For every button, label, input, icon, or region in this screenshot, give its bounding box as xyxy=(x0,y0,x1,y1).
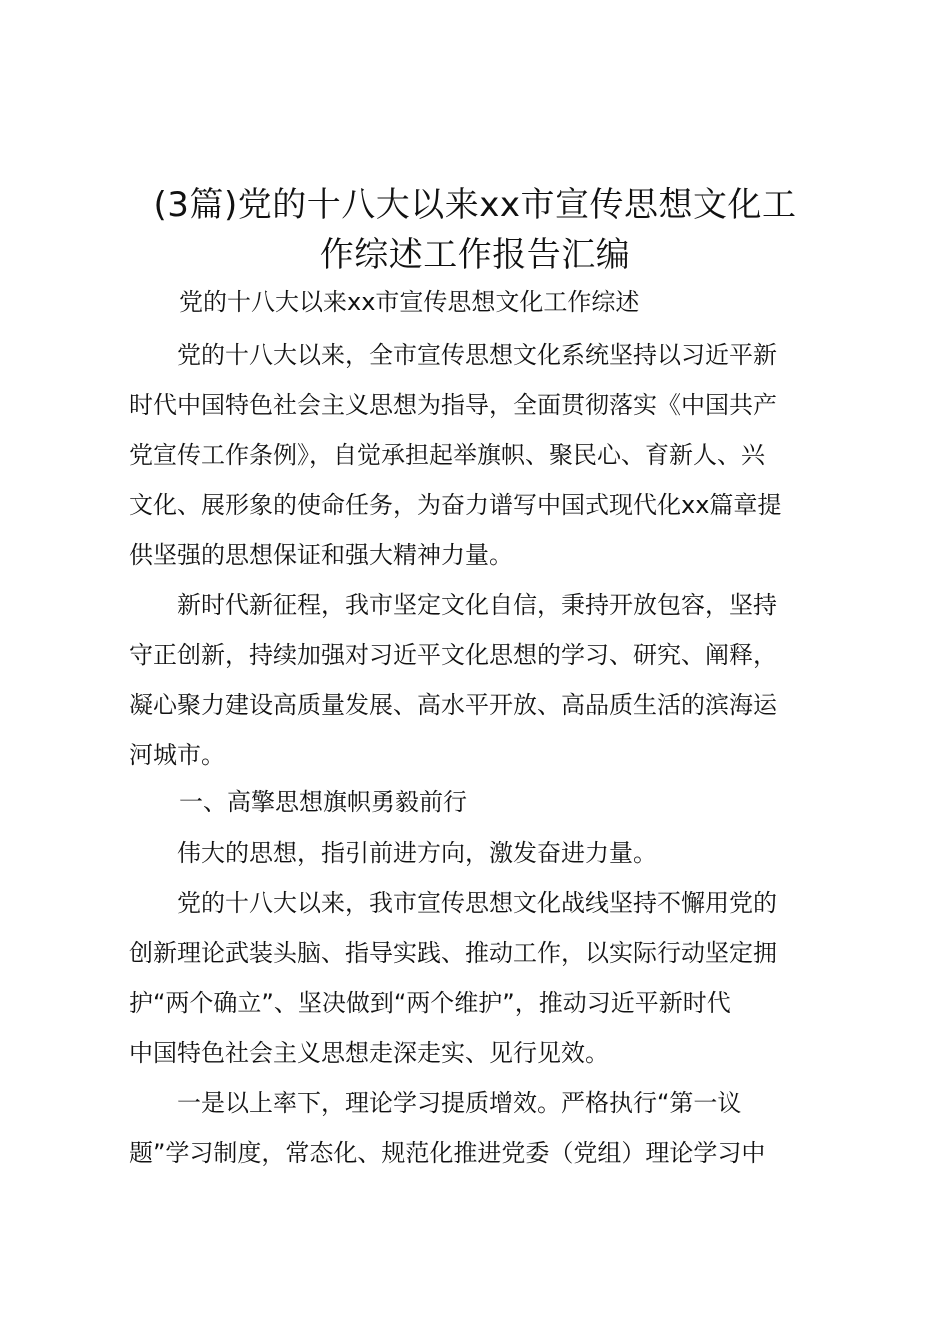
paragraph-line: 供坚强的思想保证和强大精神力量。 xyxy=(129,541,513,569)
paragraph-2 xyxy=(129,580,841,780)
paragraph-line: 时代中国特色社会主义思想为指导，全面贯彻落实《中国共产 xyxy=(129,391,777,419)
document-title xyxy=(110,180,840,280)
paragraph-line: 河城市。 xyxy=(129,741,225,769)
paragraph-line: 创新理论武装头脑、指导实践、推动工作，以实际行动坚定拥 xyxy=(129,939,777,967)
paragraph-line: 一是以上率下，理论学习提质增效。严格执行“第一议 xyxy=(177,1089,742,1117)
paragraph-1 xyxy=(129,330,841,580)
paragraph-line: 凝心聚力建设高质量发展、高水平开放、高品质生活的滨海运 xyxy=(129,691,777,719)
paragraph-5 xyxy=(129,1078,841,1178)
title-line-2: 作综述工作报告汇编 xyxy=(319,235,631,275)
paragraph-line: 中国特色社会主义思想走深走实、见行见效。 xyxy=(129,1039,609,1067)
section-heading-1: 一、高擎思想旗帜勇毅前行 xyxy=(179,788,467,816)
paragraph-line: 护“两个确立”、坚决做到“两个维护”，推动习近平新时代 xyxy=(129,989,731,1017)
paragraph-line: 新时代新征程，我市坚定文化自信，秉持开放包容，坚持 xyxy=(177,591,777,619)
title-line-1: (3篇)党的十八大以来xx市宣传思想文化工 xyxy=(153,185,797,225)
document-subtitle: 党的十八大以来xx市宣传思想文化工作综述 xyxy=(179,288,640,316)
paragraph-line: 党宣传工作条例》，自觉承担起举旗帜、聚民心、育新人、兴 xyxy=(129,441,765,469)
paragraph-4 xyxy=(129,878,841,1078)
paragraph-line: 党的十八大以来，我市宣传思想文化战线坚持不懈用党的 xyxy=(177,889,777,917)
paragraph-line: 题”学习制度，常态化、规范化推进党委（党组）理论学习中 xyxy=(129,1139,766,1167)
paragraph-line: 守正创新，持续加强对习近平文化思想的学习、研究、阐释， xyxy=(129,641,777,669)
paragraph-3 xyxy=(129,828,841,878)
paragraph-line: 党的十八大以来，全市宣传思想文化系统坚持以习近平新 xyxy=(177,341,777,369)
paragraph-line: 文化、展形象的使命任务，为奋力谱写中国式现代化xx篇章提 xyxy=(129,491,782,519)
paragraph-line: 伟大的思想，指引前进方向，激发奋进力量。 xyxy=(177,839,657,867)
